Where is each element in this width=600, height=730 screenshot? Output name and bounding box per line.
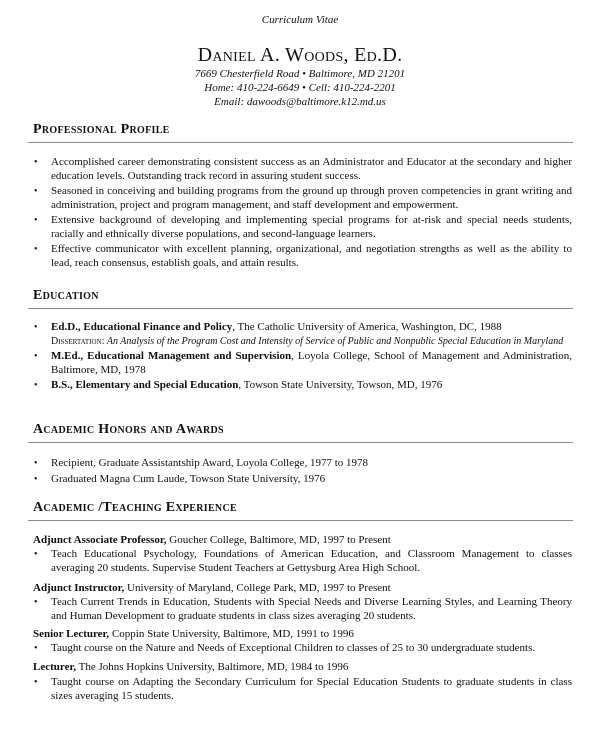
bullet-icon: • (34, 380, 38, 391)
list-item: • M.Ed., Educational Management and Supervision, Loyola College, School of Management and Administration, Baltimore, MD, 1978 (34, 350, 572, 376)
bullet-icon: • (34, 677, 38, 688)
job-entry (33, 534, 573, 548)
job-place: Goucher College, Baltimore, MD, 1997 to Present (166, 534, 391, 546)
bullet-icon: • (34, 643, 38, 654)
list-item: • Ed.D., Educational Finance and Policy, The Catholic University of America, Washington, DC, 1988 Dissertation: An Analysis of the Program Cost and Intensity of Service of Public and Nonpublic Special Education in Maryland (34, 321, 564, 347)
list-item: • Taught course on Adapting the Secondary Curriculum for Special Education Students to graduate students in class sizes averaging 15 students. (34, 676, 572, 702)
section-divider (28, 308, 573, 309)
section-title-profile: Professional Profile (33, 122, 170, 137)
candidate-name: Daniel A. Woods, Ed.D. (197, 44, 403, 66)
list-item: • Teach Current Trends in Education, Students with Special Needs and Diverse Learning Styles, and Learning Theory and Human Development to graduate students in class sizes averaging 20 students. (34, 596, 572, 622)
job-place: University of Maryland, College Park, MD, 1997 to Present (124, 582, 391, 594)
profile-list (32, 156, 572, 272)
list-item: • Seasoned in conceiving and building programs from the ground up through proven competencies in grant writing and administration, project and program management, and staff development and empowerment. (34, 185, 572, 211)
job-entry (33, 661, 573, 675)
document-tag: Curriculum Vitae (261, 14, 339, 26)
list-item: • Taught course on the Nature and Needs of Exceptional Children to classes of 25 to 30 undergraduate students. (34, 642, 536, 654)
job-role: Adjunct Associate Professor, (33, 534, 167, 546)
email-line: Email: dawoods@baltimore.k12.md.us (214, 96, 386, 108)
bullet-icon: • (34, 244, 38, 255)
list-item: • Extensive background of developing and implementing special programs for at-risk and special needs students, racially and ethnically diverse populations, and second-language learners. (34, 214, 572, 240)
section-divider (28, 520, 573, 521)
job-entry (33, 628, 573, 642)
list-item: • Teach Educational Psychology, Foundations of American Education, and Classroom Management to classes averaging 20 students. Supervise Student Teachers at Gettysburg Area High School. (34, 548, 572, 574)
bullet-icon: • (34, 215, 38, 226)
list-item: • Recipient, Graduate Assistantship Award, Loyola College, 1977 to 1978 (34, 457, 369, 469)
job-place: The Johns Hopkins University, Baltimore, MD, 1984 to 1996 (76, 661, 349, 673)
job-details (32, 642, 572, 658)
job-entry (33, 582, 573, 596)
phone-line: Home: 410-224-6649 • Cell: 410-224-2201 (204, 82, 396, 94)
list-item: • Effective communicator with excellent planning, organizational, and negotiation strengths as well as the ability to lead, reach consensus, establish goals, and attain results. (34, 243, 572, 269)
list-item: • Graduated Magna Cum Laude, Towson State University, 1976 (34, 472, 326, 485)
section-divider (28, 142, 573, 143)
bullet-icon: • (34, 473, 38, 485)
section-divider (28, 442, 573, 443)
bullet-icon: • (34, 597, 38, 608)
section-title-experience: Academic /Teaching Experience (33, 500, 237, 515)
section-title-education: Education (33, 288, 99, 303)
job-details (32, 548, 572, 577)
education-list (32, 321, 572, 395)
job-role: Senior Lecturer, (33, 628, 110, 640)
bullet-icon: • (34, 322, 38, 333)
address-line: 7669 Chesterfield Road • Baltimore, MD 21201 (194, 68, 406, 80)
bullet-icon: • (34, 458, 38, 469)
list-item: • Accomplished career demonstrating consistent success as an Administrator and Educator at the secondary and higher education levels. Outstanding track record in assuring student success. (34, 156, 572, 182)
honors-list (32, 457, 572, 488)
job-place: Coppin State University, Baltimore, MD, 1991 to 1996 (109, 628, 354, 640)
bullet-icon: • (34, 186, 38, 197)
job-details (32, 596, 572, 625)
bullet-icon: • (34, 549, 38, 560)
section-title-honors: Academic Honors and Awards (33, 422, 224, 437)
bullet-icon: • (34, 351, 38, 362)
bullet-icon: • (34, 157, 38, 168)
job-role: Lecturer, (33, 661, 77, 673)
list-item: • B.S., Elementary and Special Education, Towson State University, Towson, MD, 1976 (34, 379, 443, 391)
job-details (32, 676, 572, 705)
job-role: Adjunct Instructor, (33, 582, 125, 594)
